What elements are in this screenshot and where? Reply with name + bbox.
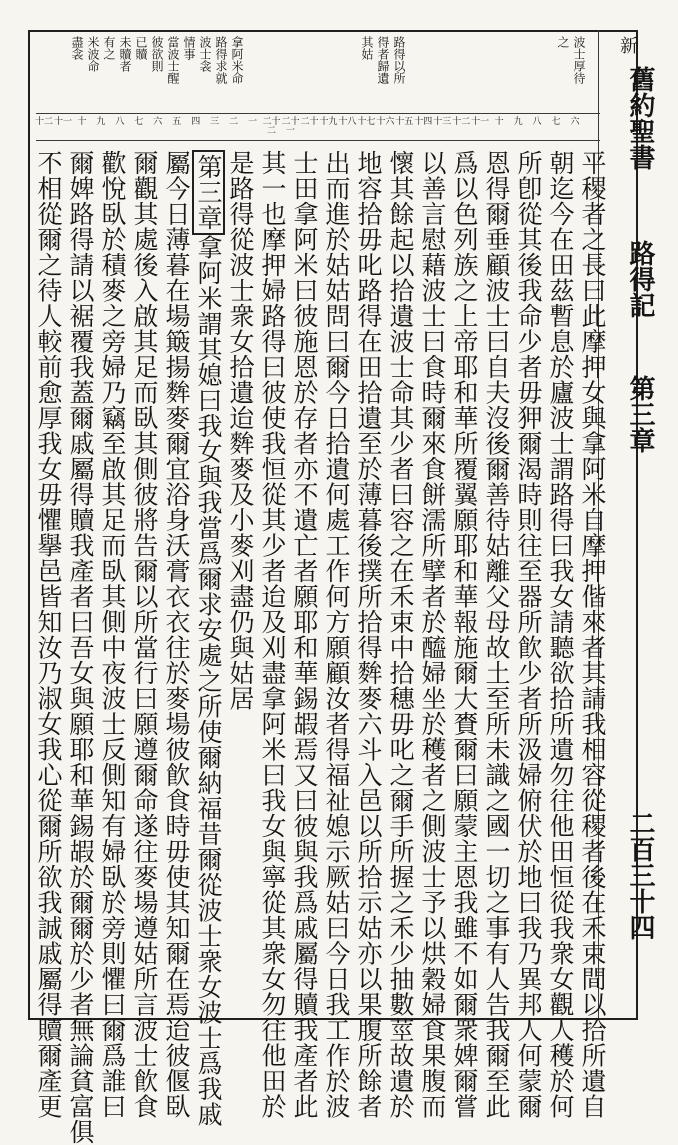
verse-number: 六 <box>570 117 580 127</box>
text-column: 平稷者之長曰此摩押女與拿阿米自摩押偕來者其請我相容從稷者後在禾束間以拾所遺自 <box>578 150 607 1119</box>
text-column <box>194 150 223 1127</box>
note-line: 彼欲則 <box>150 36 164 72</box>
verse-number: 四 <box>191 117 201 127</box>
note-line: 未贖者 <box>118 36 132 72</box>
note-line: 當波士醒 <box>166 36 180 84</box>
note-line: 路得求就 <box>214 36 228 84</box>
verse-number: 九 <box>513 117 523 127</box>
text-column: 懷其餘起以拾遺波士命其少者曰容之在禾束中拾穗毋叱之爾手所握之禾少抽數莖故遺於 <box>386 150 415 1119</box>
text-column: 出而進於姑姑問曰爾今日拾遺何處工作何方願顧汝者得福祉媳示厥姑曰今日我工作於波 <box>322 150 351 1119</box>
text-column: 士田拿阿米曰彼施恩於存者亦不遺亡者願耶和華錫嘏焉又曰彼與我爲戚屬得贖我產者此 <box>290 150 319 1119</box>
note-line: 得者歸遺 <box>376 36 390 84</box>
text-column: 朝迄今在田茲暫息於廬波士謂路得曰我女請聽欲拾所遺勿往他田恒從我衆女觀人穫於何 <box>546 150 575 1119</box>
running-marker: 新 <box>617 36 638 54</box>
note-line: 已贖 <box>134 36 148 60</box>
verse-number: 十六 <box>376 117 395 127</box>
text-column: 所卽從其後我命少者毋狎爾渴時則往至器所飮少者所汲婦俯伏於地曰我乃異邦人何蒙爾 <box>514 150 543 1119</box>
page-number: 二百三十四 <box>625 810 655 940</box>
verse-number: 十二 <box>34 117 53 127</box>
text-column: 不相從爾之待人較前愈厚我女毋懼擧邑皆知汝乃淑女我心從爾所欲我誠戚屬得贖爾產更 <box>34 150 63 1119</box>
text-column: 屬今日薄暮在場簸揚麰麥爾宜浴身沃膏衣衣往於麥場彼飮食時毋使其知爾在焉迨彼偃臥 <box>162 150 191 1119</box>
verse-number: 一 <box>248 117 258 127</box>
verse-number: 九 <box>96 117 106 127</box>
note-line: 拿阿米命 <box>230 36 244 84</box>
verse-number: 十七 <box>357 117 376 127</box>
text-column: 爾觀其處後入啟其足而臥其側彼將告爾以所當行曰願遵爾命遂往麥場遵姑所言波士飮食 <box>130 150 159 1119</box>
strip-rule <box>36 140 600 141</box>
verse-number: 五 <box>172 117 182 127</box>
column-text: 拿阿米謂其媳曰我女與我當爲爾求安處之所使爾納福昔爾從波士衆女波士爲我戚 <box>194 234 223 1127</box>
verse-number: 二十 <box>300 117 319 127</box>
note-line: 其姑 <box>360 36 374 60</box>
verse-number: 八 <box>115 117 125 127</box>
note-line: 波士衾 <box>198 36 212 72</box>
verse-number: 六 <box>153 117 163 127</box>
note-line: 路得以所 <box>392 36 406 84</box>
verse-number: 二十二 <box>262 117 281 136</box>
text-column: 爾婢路得請以裾覆我蓋爾戚屬得贖我產者曰吾女與願耶和華錫嘏於爾爾於少者無論貧富俱 <box>66 150 95 1145</box>
book-title: 舊約聖書 <box>625 66 655 170</box>
note-line: 波士厚待 <box>572 36 586 84</box>
text-column: 爲以色列族之上帝耶和華所覆翼願耶和華報施爾大賚爾曰願蒙主恩我雖不如爾衆婢爾嘗 <box>450 150 479 1119</box>
text-column: 地容拾毋叱路得在田拾遺至於薄暮後撲所拾得麰麥六斗入邑以所拾示姑亦以果腹所餘者 <box>354 150 383 1119</box>
note-line: 有之 <box>102 36 116 60</box>
verse-number: 七 <box>134 117 144 127</box>
verse-number: 十 <box>494 117 504 127</box>
verse-number: 三 <box>210 117 220 127</box>
text-column: 以善言慰藉波士曰食時爾來食餅濡所擘者於醯婦坐於穫者之側波士予以烘穀婦食果腹而 <box>418 150 447 1119</box>
verse-number: 十九 <box>319 117 338 127</box>
text-column: 歡悅臥於積麥之旁婦乃竊至啟其足而臥其側中夜波士反側知有婦臥於旁則懼曰爾爲誰曰 <box>98 150 127 1119</box>
text-column: 是路得從波士衆女拾遺迨麰麥及小麥刈盡仍與姑居 <box>226 150 255 711</box>
verse-number: 十 <box>77 117 87 127</box>
verse-number: 二 <box>229 117 239 127</box>
verse-number: 十二 <box>452 117 471 127</box>
chapter-start-label: 第三章 <box>192 150 225 235</box>
note-line: 之 <box>556 36 570 48</box>
chapter-heading: 第三章 <box>625 375 655 453</box>
verse-number: 十一 <box>471 117 490 127</box>
note-line: 情事 <box>182 36 196 60</box>
verse-number: 八 <box>532 117 542 127</box>
header-rule <box>36 113 600 114</box>
text-column: 其一也摩押婦路得曰彼使我恒從其少者迨及刈盡拿阿米曰我女與寧從其衆女勿往他田於 <box>258 150 287 1119</box>
verse-number: 十三 <box>433 117 452 127</box>
note-line: 盡衾 <box>70 36 84 60</box>
verse-number: 二十一 <box>281 117 300 136</box>
verse-number: 七 <box>551 117 561 127</box>
book-name: 路得記 <box>625 240 655 318</box>
verse-number: 十八 <box>338 117 357 127</box>
text-column: 恩得爾垂顧波士曰自夫沒後爾善待姑離父母故土至所未識之國一切之事有人告我爾至此 <box>482 150 511 1119</box>
verse-number: 十一 <box>53 117 72 127</box>
verse-number: 十四 <box>414 117 433 127</box>
note-line: 米波命 <box>86 36 100 72</box>
verse-number: 十五 <box>395 117 414 127</box>
